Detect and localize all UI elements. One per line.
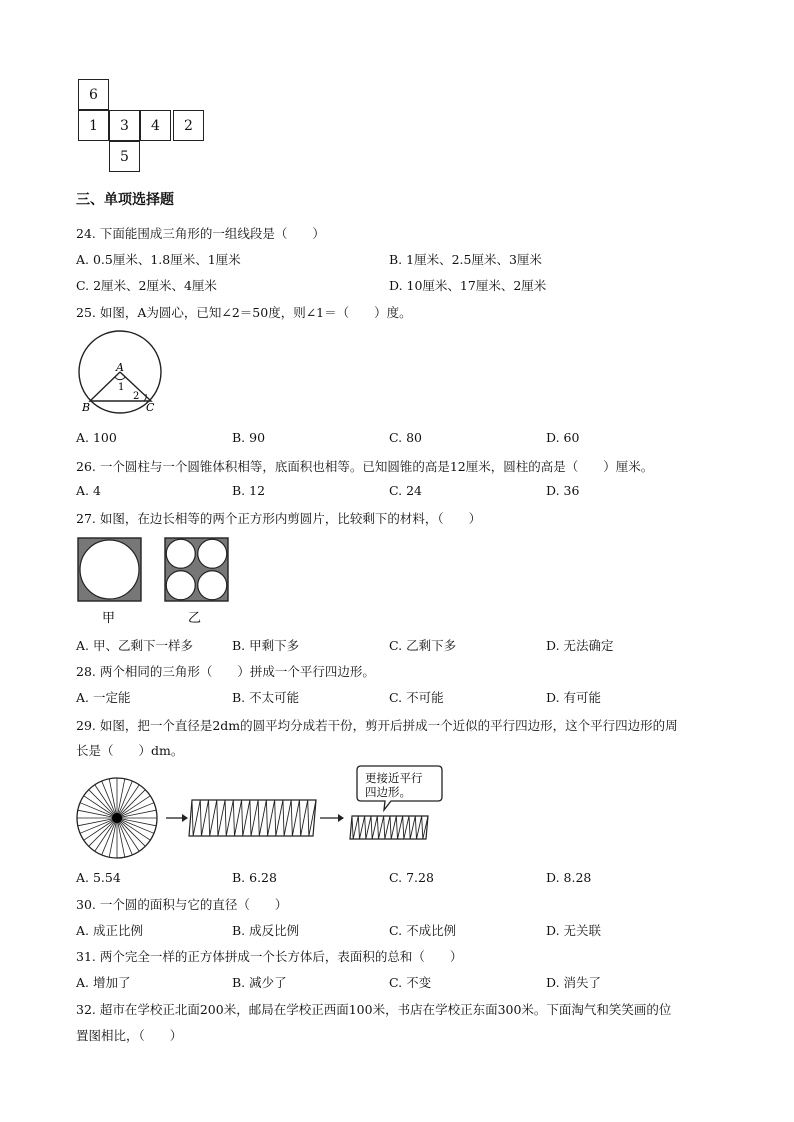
net-cell: 4 bbox=[140, 110, 171, 141]
option-c[interactable]: C. 不成比例 bbox=[389, 923, 457, 938]
label-c: C bbox=[146, 401, 155, 414]
option-b[interactable]: B. 90 bbox=[232, 430, 266, 445]
bubble-line-2: 四边形。 bbox=[365, 785, 411, 799]
question-30: 30. 一个圆的面积与它的直径（ ） bbox=[76, 897, 288, 912]
label-yi: 乙 bbox=[188, 611, 202, 626]
circle-triangle-figure bbox=[76, 330, 166, 420]
circle-to-parallelogram-figure bbox=[76, 760, 446, 860]
option-a[interactable]: A. 甲、乙剩下一样多 bbox=[76, 638, 193, 653]
option-d[interactable]: D. 消失了 bbox=[546, 975, 602, 990]
bubble-line-1: 更接近平行 bbox=[365, 771, 423, 785]
option-d[interactable]: D. 有可能 bbox=[546, 690, 602, 705]
question-29: 29. 如图，把一个直径是2dm的圆平均分成若干份，剪开后拼成一个近似的平行四边形，这个平行四边形的周 bbox=[76, 718, 678, 733]
question-24: 24. 下面能围成三角形的一组线段是（ ） bbox=[76, 226, 325, 241]
option-c[interactable]: C. 乙剩下多 bbox=[389, 638, 457, 653]
option-a[interactable]: A. 5.54 bbox=[76, 870, 121, 885]
option-b[interactable]: B. 成反比例 bbox=[232, 923, 300, 938]
question-32-cont: 置图相比，（ ） bbox=[76, 1028, 183, 1043]
option-b[interactable]: B. 减少了 bbox=[232, 975, 287, 990]
question-27: 27. 如图，在边长相等的两个正方形内剪圆片，比较剩下的材料，（ ） bbox=[76, 511, 482, 526]
net-cell: 3 bbox=[109, 110, 140, 141]
option-c[interactable]: C. 24 bbox=[389, 483, 422, 498]
option-b[interactable]: B. 甲剩下多 bbox=[232, 638, 300, 653]
question-28: 28. 两个相同的三角形（ ）拼成一个平行四边形。 bbox=[76, 664, 375, 679]
option-c[interactable]: C. 2厘米、2厘米、4厘米 bbox=[76, 278, 217, 293]
label-jia: 甲 bbox=[102, 611, 116, 626]
option-d[interactable]: D. 无法确定 bbox=[546, 638, 614, 653]
option-a[interactable]: A. 0.5厘米、1.8厘米、1厘米 bbox=[76, 252, 241, 267]
question-32: 32. 超市在学校正北面200米，邮局在学校正西面100米，书店在学校正东面300米。下面淘气和笑笑画的位 bbox=[76, 1002, 672, 1017]
section-title: 三、单项选择题 bbox=[76, 192, 174, 208]
squares-circles-figure bbox=[78, 538, 248, 628]
question-26: 26. 一个圆柱与一个圆锥体积相等，底面积也相等。已知圆锥的高是12厘米，圆柱的高是（ ）厘米。 bbox=[76, 459, 654, 474]
option-c[interactable]: C. 7.28 bbox=[389, 870, 434, 885]
option-b[interactable]: B. 不太可能 bbox=[232, 690, 300, 705]
label-b: B bbox=[82, 401, 91, 414]
question-25: 25. 如图，A为圆心，已知∠2＝50度，则∠1＝（ ）度。 bbox=[76, 305, 412, 320]
option-c[interactable]: C. 80 bbox=[389, 430, 422, 445]
question-31: 31. 两个完全一样的正方体拼成一个长方体后，表面积的总和（ ） bbox=[76, 949, 463, 964]
option-d[interactable]: D. 36 bbox=[546, 483, 580, 498]
net-cell: 2 bbox=[173, 110, 204, 141]
option-c[interactable]: C. 不变 bbox=[389, 975, 432, 990]
option-a[interactable]: A. 100 bbox=[76, 430, 117, 445]
question-29-cont: 长是（ ）dm。 bbox=[76, 743, 184, 758]
option-a[interactable]: A. 一定能 bbox=[76, 690, 131, 705]
net-cell: 1 bbox=[78, 110, 109, 141]
net-cell: 6 bbox=[78, 79, 109, 110]
option-b[interactable]: B. 6.28 bbox=[232, 870, 277, 885]
option-d[interactable]: D. 60 bbox=[546, 430, 580, 445]
option-d[interactable]: D. 8.28 bbox=[546, 870, 592, 885]
option-a[interactable]: A. 成正比例 bbox=[76, 923, 143, 938]
option-d[interactable]: D. 无关联 bbox=[546, 923, 602, 938]
option-a[interactable]: A. 4 bbox=[76, 483, 101, 498]
label-a: A bbox=[116, 361, 124, 374]
option-d[interactable]: D. 10厘米、17厘米、2厘米 bbox=[389, 278, 547, 293]
option-b[interactable]: B. 12 bbox=[232, 483, 266, 498]
option-c[interactable]: C. 不可能 bbox=[389, 690, 444, 705]
label-angle-1: 1 bbox=[118, 382, 125, 393]
label-angle-2: 2 bbox=[133, 391, 140, 402]
option-a[interactable]: A. 增加了 bbox=[76, 975, 131, 990]
net-cell: 5 bbox=[109, 141, 140, 172]
option-b[interactable]: B. 1厘米、2.5厘米、3厘米 bbox=[389, 252, 542, 267]
